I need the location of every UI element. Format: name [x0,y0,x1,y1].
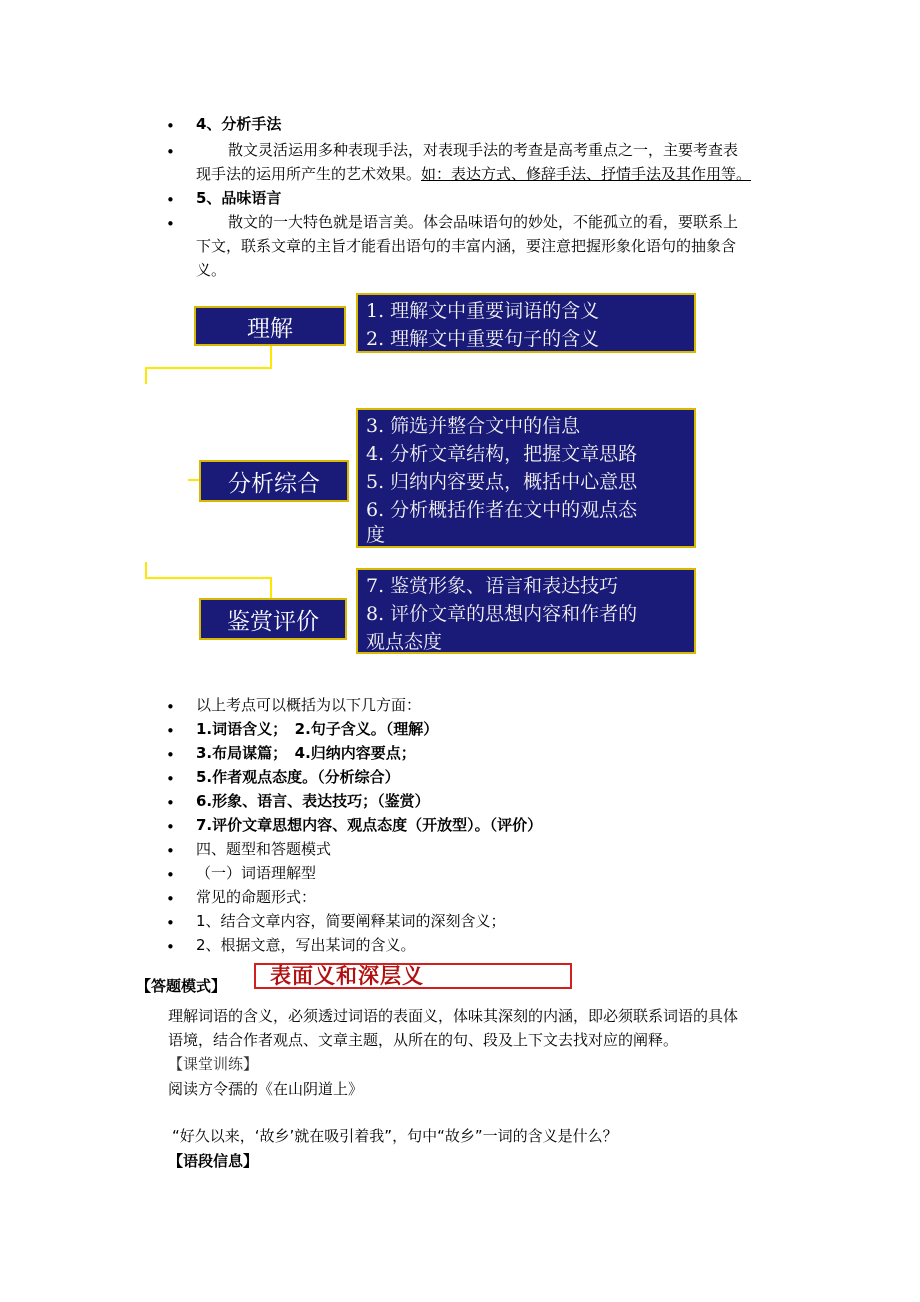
item4-body-line1: 散文灵活运用多种表现手法，对表现手法的考查是高考重点之一，主要考查表 [228,141,739,159]
list-item: 以上考点可以概括为以下几方面： [196,696,422,714]
list-item: 观点态度 [366,631,443,653]
list-item: 5.作者观点态度。（分析综合） [196,768,400,786]
level-items-appreciate [356,568,696,654]
level-items-analyze [356,408,696,548]
bullet-dot: • [166,842,175,860]
level-label-appreciate: 鉴赏评价 [199,598,347,640]
answer-mode-body-line2: 语境，结合作者观点、文章主题，从所在的句、段及上下文去找对应的阐释。 [168,1031,679,1049]
answer-mode-tag: 表面义和深层义 [254,963,572,989]
bullet-dot: • [166,698,175,716]
item5-body-line1: 散文的一大特色就是语言美。体会品味语句的妙处，不能孤立的看，要联系上 [228,213,739,231]
list-item: 3.布局谋篇； 4.归纳内容要点； [196,744,416,762]
item4-body-line2: 现手法的运用所产生的艺术效果。如：表达方式、修辞手法、抒情手法及其作用等。 [196,165,752,183]
question-text: “好久以来，‘故乡’就在吸引着我”，句中“故乡”一词的含义是什么？ [172,1127,618,1145]
item4-title: 4、分析手法 [196,115,282,133]
list-item: 3. 筛选并整合文中的信息 [366,415,581,437]
bullet-dot: • [166,866,175,884]
practice-label: 【课堂训练】 [168,1055,259,1073]
list-item: 2、根据文意，写出某词的含义。 [196,936,416,954]
bullet-dot: • [166,818,175,836]
level-label-analyze: 分析综合 [199,460,349,502]
list-item: 1. 理解文中重要词语的含义 [366,300,600,322]
level-label-understand: 理解 [194,306,346,346]
bullet-dot: • [166,890,175,908]
list-item: 8. 评价文章的思想内容和作者的 [366,603,638,625]
answer-mode-label: 【答题模式】 [136,977,227,995]
list-item: 6. 分析概括作者在文中的观点态 [366,499,638,521]
list-item: 2. 理解文中重要句子的含义 [366,328,600,350]
item4-examples: 如：表达方式、修辞手法、抒情手法及其作用等。 [421,165,752,183]
answer-mode-body-line1: 理解词语的含义，必须透过词语的表面义，体味其深刻的内涵，即必须联系词语的具体 [168,1007,739,1025]
connector-arrow-2 [146,562,271,598]
reading-title: 阅读方令孺的《在山阴道上》 [168,1080,364,1098]
list-item: 度 [366,524,386,546]
item5-title: 5、品味语言 [196,189,282,207]
item5-body-line2: 下文，联系文章的主旨才能看出语句的丰富内涵，要注意把握形象化语句的抽象含 [196,237,737,255]
list-item: 1.词语含义； 2.句子含义。（理解） [196,720,439,738]
list-item: 7.评价文章思想内容、观点态度（开放型）。（评价） [196,816,543,834]
bullet-dot: • [166,938,175,956]
info-label: 【语段信息】 [168,1152,259,1170]
bullet-dot: • [166,794,175,812]
list-item: 7. 鉴赏形象、语言和表达技巧 [366,575,619,597]
list-item: 6.形象、语言、表达技巧；（鉴赏） [196,792,430,810]
list-item: 4. 分析文章结构，把握文章思路 [366,443,638,465]
level-items-understand [356,293,696,353]
bullet-dot: • [166,191,175,209]
bullet-dot: • [166,770,175,788]
bullet-dot: • [166,143,175,161]
bullet-dot: • [166,215,175,233]
bullet-dot: • [166,117,175,135]
list-item: 1、结合文章内容，简要阐释某词的深刻含义； [196,912,506,930]
connector-arrow-1 [146,346,271,384]
list-item: 四、题型和答题模式 [196,840,332,858]
list-item: （一）词语理解型 [196,864,317,882]
list-item: 常见的命题形式： [196,888,317,906]
bullet-dot: • [166,914,175,932]
bullet-dot: • [166,746,175,764]
bullet-dot: • [166,722,175,740]
list-item: 5. 归纳内容要点，概括中心意思 [366,471,638,493]
item5-body-line3: 义。 [196,261,227,279]
